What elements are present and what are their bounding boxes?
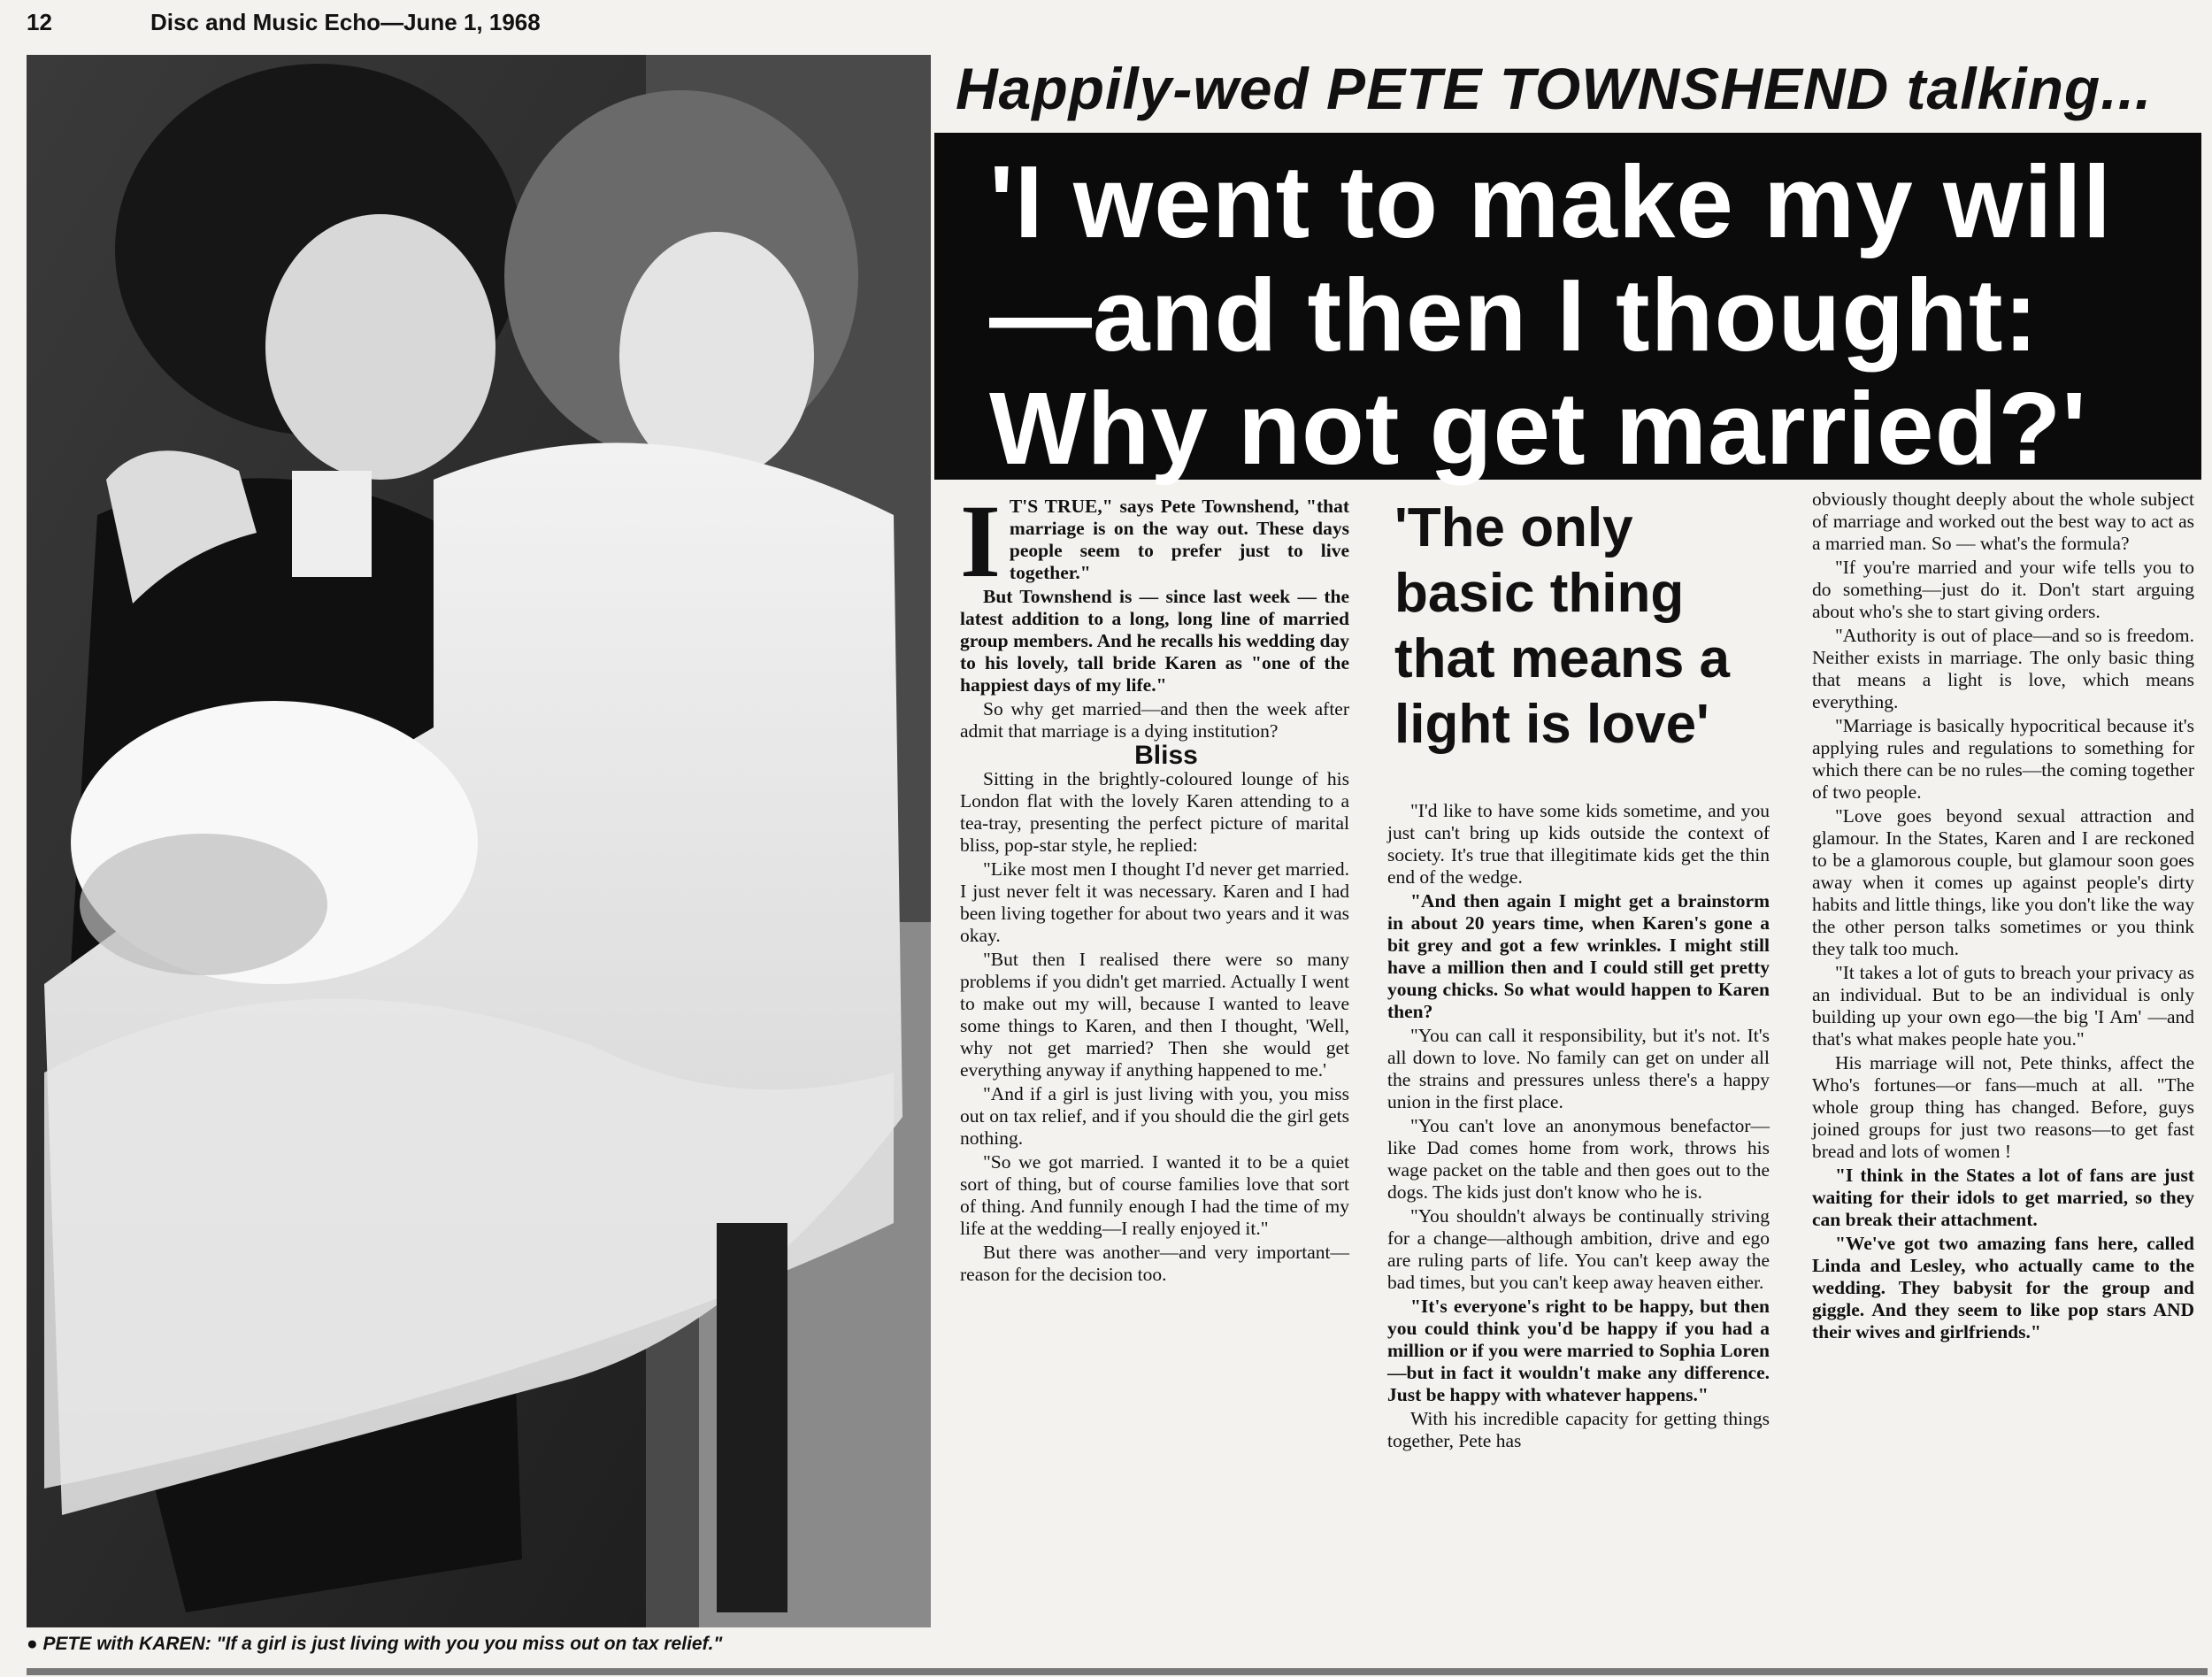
article-paragraph: With his incredible capacity for getting things together, Pete has [1387,1408,1770,1451]
article-paragraph: So why get married—and then the week after admit that marriage is a dying institution? [960,698,1349,742]
article-paragraph: "And then again I might get a brainstorm in about 20 years time, when Karen's gone a bit grey and got a few wrinkles. I might still have a million then and I could still get pretty young chicks. So what would happen to Karen then? [1387,890,1770,1022]
page-number: 12 [27,9,52,35]
column-1-paragraphs-after [960,768,1349,1286]
article-column-3 [1812,488,2194,1345]
article-paragraph: "Authority is out of place—and so is freedom. Neither exists in marriage. The only basic thing that means a light is love, which means everything. [1812,625,2194,712]
article-paragraph: Sitting in the brightly-coloured lounge of his London flat with the lovely Karen attending to a tea-tray, presenting the perfect picture of marital bliss, pop-star style, he replied: [960,768,1349,856]
article-paragraph: "Marriage is basically hypocritical because it's applying rules and regulations to something for which there can be no rules—the coming together of two people. [1812,715,2194,803]
photo-caption: ● PETE with KAREN: "If a girl is just living with you you miss out on tax relief." [27,1634,723,1654]
column-2-paragraphs [1387,800,1770,1452]
article-kicker: Happily-wed PETE TOWNSHEND talking... [956,56,2153,121]
article-column-1 [960,483,1349,1288]
bottom-rule [27,1668,2208,1675]
article-paragraph: But there was another—and very important—reason for the decision too. [960,1242,1349,1285]
article-paragraph: "If you're married and your wife tells you to do something—just do it. Don't start arguing about who's she to start giving orders. [1812,557,2194,622]
article-paragraph: "It takes a lot of guts to breach your privacy as an individual. But to be an individual is only building up your own ego—the big 'I Am' —and that's what makes people hate you." [1812,962,2194,1050]
article-paragraph: "It's everyone's right to be happy, but then you could think you'd be happy if you had a million or if you were married to Sophia Loren—but in fact it wouldn't make any difference. Just be happy with whatever happens." [1387,1296,1770,1405]
column-3-paragraphs [1812,488,2194,1343]
article-paragraph: "We've got two amazing fans here, called Linda and Lesley, who actually came to the wedding. They babysit for the group and giggle. And they seem to like pop stars AND their wives and girlfriends." [1812,1233,2194,1342]
article-lead: T'S TRUE," says Pete Townshend, "that marriage is on the way out. These days people seem to prefer just to live together." [1009,496,1349,583]
photo-caption-text: PETE with KAREN: "If a girl is just living with you you miss out on tax relief." [42,1634,723,1654]
article-column-2 [1387,496,1770,1454]
subhead-bliss: Bliss [1134,741,1198,770]
article-paragraph: obviously thought deeply about the whole subject of marriage and worked out the best way to act as a married man. So — what's the formula? [1812,488,2194,554]
article-headline: 'I went to make my will —and then I thought: Why not get married?' [989,144,2112,486]
pull-quote: 'The only basic thing that means a light is love' [1394,497,1731,755]
article-paragraph: "You can't love an anonymous benefactor—like Dad comes home from work, throws his wage packet on the table and then goes out to the dogs. The kids just don't know who he is. [1387,1115,1770,1203]
article-paragraph: "I'd like to have some kids sometime, and you just can't bring up kids outside the context of society. It's true that illegitimate kids get the thin end of the wedge. [1387,800,1770,888]
article-paragraph: "I think in the States a lot of fans are just waiting for their idols to get married, so they can break their attachment. [1812,1165,2194,1230]
wedding-photo [27,55,931,1627]
publication-line: Disc and Music Echo—June 1, 1968 [150,9,541,35]
headline-box [934,133,2201,486]
column-1-paragraphs [960,586,1349,742]
article-paragraph: His marriage will not, Pete thinks, affect the Who's fortunes—or fans—much at all. "The whole group thing has changed. Before, guys joined groups for just two reasons—to get fast bread and lots of women ! [1812,1052,2194,1162]
article-paragraph: "Like most men I thought I'd never get married. I just never felt it was necessary. Karen and I had been living together for about two years and it was okay. [960,858,1349,946]
article-paragraph: "Love goes beyond sexual attraction and glamour. In the States, Karen and I are reckoned to be a glamorous couple, but glamour soon goes away when it comes up against people's dirty habits and little things, like you don't like the way the other person talks sometimes or you think they talk too much. [1812,805,2194,959]
article-paragraph: "You shouldn't always be continually striving for a change—although ambition, drive and ego are ruling parts of life. You can't keep away the bad times, but you can't keep away heaven either. [1387,1205,1770,1293]
article-paragraph: But Townshend is — since last week — the latest addition to a long, long line of married group members. And he recalls his wedding day to his lovely, tall bride Karen as "one of the happiest days of my life." [960,586,1349,696]
drop-cap: I [960,483,1001,599]
article-paragraph: "And if a girl is just living with you, you miss out on tax relief, and if you should die the girl gets nothing. [960,1083,1349,1149]
article-paragraph: "But then I realised there were so many problems if you didn't get married. Actually I went to make out my will, because I wanted to leave some things to Karen, and then I thought, 'Well, why not get married? Then she would get everything anyway if anything happened to me.' [960,949,1349,1081]
article-paragraph: "So we got married. I wanted it to be a quiet sort of thing, but of course families love that sort of thing. And funnily enough I had the time of my life at the wedding—I really enjoyed it." [960,1151,1349,1239]
article-paragraph: "You can call it responsibility, but it's not. It's all down to love. No family can get on under all the strains and pressures unless there's a happy union in the first place. [1387,1025,1770,1112]
